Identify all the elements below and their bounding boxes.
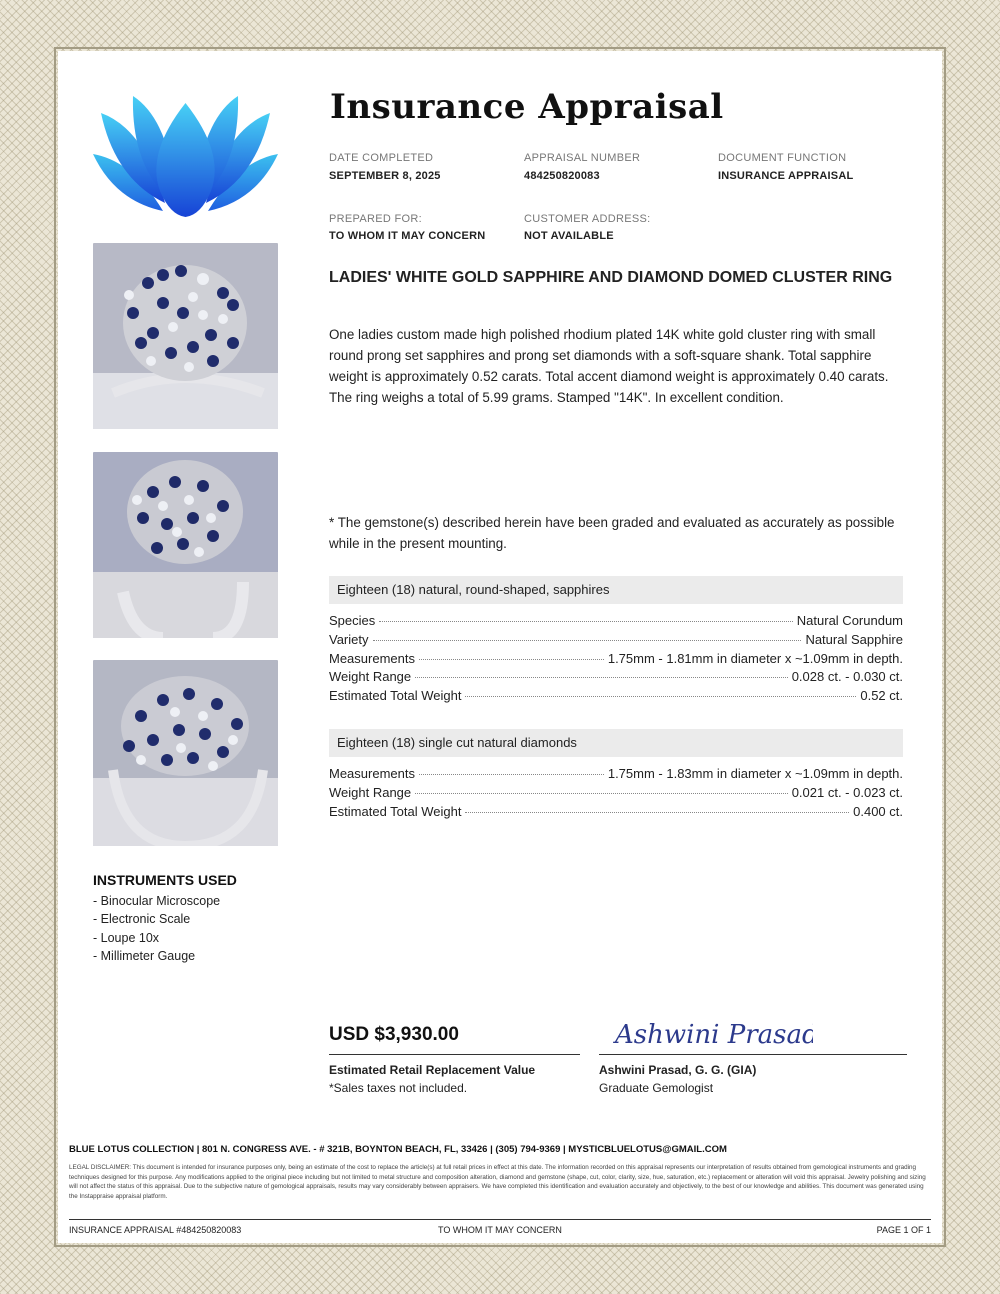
meta-value-document-function: INSURANCE APPRAISAL [718,170,854,182]
spec-value: 1.75mm - 1.81mm in diameter x ~1.09mm in depth. [607,651,903,666]
signature-underline [599,1054,907,1055]
spec-value: 0.400 ct. [853,804,903,819]
spec-label: Measurements [329,651,415,666]
instrument-item: - Electronic Scale [93,912,191,926]
leader-dots [415,677,788,678]
meta-value-date: SEPTEMBER 8, 2025 [329,170,441,182]
spec-row [329,688,903,707]
spec-row [329,785,903,804]
instrument-item: - Binocular Microscope [93,894,221,908]
leader-dots [465,812,849,813]
legal-disclaimer: LEGAL DISCLAIMER: This document is intended for insurance purposes only, being an estimate of the cost to replace the article(s) at full retail prices in effect at this date. The information recorded on this appraisal represents our interpretation of results obtained from gemological instruments and grading techniques designed for this purpose. Any modifications applied to the original piece including but not limited to metal structure and composition alteration, diamond and gemstone (shape, cut, color, clarity, size, hue, saturation, etc.) replacement or alteration will void this appraisal. Jewelry polishing and sizing will not affect the status of this appraisal. Due to the subjective nature of gemological appraisals, results may vary considerably between appraisers. We have completed this identification and evaluation accurately and objectively, to the best of our knowledge and abilities. This document was generated using the Instappraise appraisal platform. [69,1164,926,1200]
instrument-item: - Millimeter Gauge [93,949,196,963]
spec-value: 0.028 ct. - 0.030 ct. [791,669,903,684]
company-info: BLUE LOTUS COLLECTION | 801 N. CONGRESS AVE. - # 321B, BOYNTON BEACH, FL, 33426 | (305) 794-9369 | MYSTICBLUELOTUS@GMAIL.COM [69,1144,727,1155]
spec-row [329,651,903,670]
footer-appraisal-number: INSURANCE APPRAISAL #484250820083 [69,1225,242,1235]
appraiser-role: Graduate Gemologist [599,1081,714,1095]
spec-label: Measurements [329,766,415,781]
diamond-section-heading: Eighteen (18) single cut natural diamonds [329,729,903,757]
spec-row [329,669,903,688]
appraiser-signature [613,1013,813,1053]
meta-label-document-function: DOCUMENT FUNCTION [718,152,847,164]
spec-row [329,804,903,823]
leader-dots [373,640,802,641]
meta-label-prepared-for: PREPARED FOR: [329,213,422,225]
leader-dots [415,793,788,794]
spec-value: 0.52 ct. [860,688,903,703]
spec-label: Species [329,613,376,628]
spec-value: 1.75mm - 1.83mm in diameter x ~1.09mm in depth. [607,766,903,781]
appraisal-page [58,51,942,1243]
item-title: LADIES' WHITE GOLD SAPPHIRE AND DIAMOND DOMED CLUSTER RING [329,269,893,286]
document-title: Insurance Appraisal [330,87,724,127]
spec-value: 0.021 ct. - 0.023 ct. [791,785,903,800]
meta-value-prepared-for: TO WHOM IT MAY CONCERN [329,230,486,242]
ring-photo-1 [93,243,278,429]
value-underline [329,1054,580,1055]
meta-label-appraisal-number: APPRAISAL NUMBER [524,152,641,164]
leader-dots [465,696,856,697]
leader-dots [419,659,604,660]
signature-text: Ashwini Prasad [615,1020,813,1050]
ring-photo-3 [93,660,278,846]
leader-dots [419,774,604,775]
footer-recipient: TO WHOM IT MAY CONCERN [438,1225,562,1235]
footer-page-number: PAGE 1 OF 1 [876,1225,931,1235]
spec-row [329,632,903,651]
lotus-logo [93,91,278,221]
ring-photo-2 [93,452,278,638]
instrument-item: - Loupe 10x [93,931,160,945]
spec-label: Estimated Total Weight [329,688,462,703]
spec-value: Natural Sapphire [805,632,903,647]
replacement-value: USD $3,930.00 [329,1024,459,1045]
spec-label: Weight Range [329,785,412,800]
spec-label: Estimated Total Weight [329,804,462,819]
value-label: Estimated Retail Replacement Value [329,1063,536,1077]
appraiser-name: Ashwini Prasad, G. G. (GIA) [599,1063,757,1077]
meta-label-date: DATE COMPLETED [329,152,434,164]
spec-row [329,613,903,632]
spec-value: Natural Corundum [796,613,903,628]
footer-divider [69,1219,931,1220]
spec-label: Weight Range [329,669,412,684]
meta-value-appraisal-number: 484250820083 [524,170,600,182]
meta-label-customer-address: CUSTOMER ADDRESS: [524,213,651,225]
instruments-title: INSTRUMENTS USED [93,872,237,888]
meta-value-customer-address: NOT AVAILABLE [524,230,614,242]
sapphire-section-heading: Eighteen (18) natural, round-shaped, sapphires [329,576,903,604]
leader-dots [379,621,793,622]
tax-note: *Sales taxes not included. [329,1081,468,1095]
spec-row [329,766,903,785]
item-description: One ladies custom made high polished rhodium plated 14K white gold cluster ring with small round prong set sapphires and prong set diamonds with a soft-square shank. Total sapphire weight is approximately 0.52 carats. Total accent diamond weight is approximately 0.40 carats. The ring weighs a total of 5.99 grams. Stamped "14K". In excellent condition. [329,327,889,405]
grading-note: * The gemstone(s) described herein have been graded and evaluated as accurately as possible while in the present mounting. [329,515,895,551]
spec-label: Variety [329,632,369,647]
